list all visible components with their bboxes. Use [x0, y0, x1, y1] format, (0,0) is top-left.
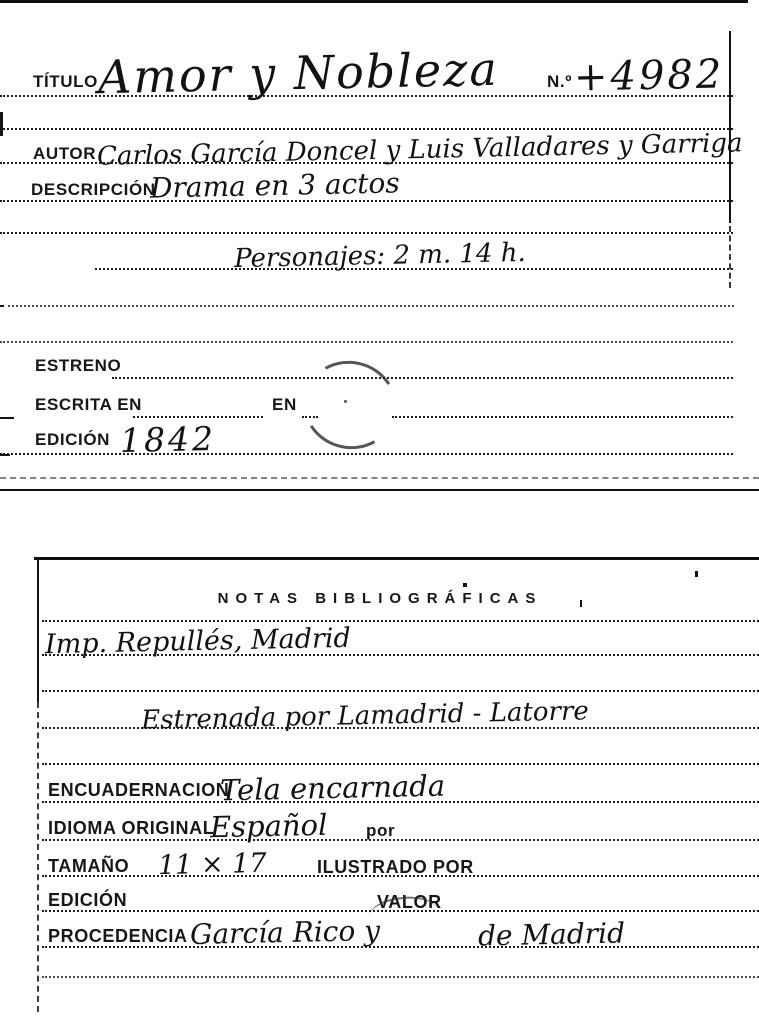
ruled-line — [112, 377, 733, 379]
ruled-line — [42, 801, 759, 803]
margin-mark — [0, 305, 4, 307]
autor-label: AUTOR — [33, 144, 97, 163]
tamano-value: 11 × 17 — [157, 847, 267, 882]
ruled-line — [0, 341, 733, 343]
ruled-line — [42, 727, 759, 729]
escrita-en-label: ESCRITA EN — [35, 395, 143, 414]
nota2-value: Estrenada por Lamadrid - Latorre — [140, 696, 590, 736]
ruled-line — [42, 690, 759, 692]
ruled-line — [42, 839, 759, 841]
margin-mark — [0, 417, 14, 419]
card1-right-edge — [729, 31, 731, 223]
edicion-value: 1842 — [119, 418, 217, 461]
stamp-center-dot — [344, 400, 347, 403]
ruled-line — [0, 128, 733, 130]
notas-header: NOTAS BIBLIOGRÁFICAS — [217, 590, 543, 607]
ruled-line — [42, 946, 759, 948]
numero-value: +4982 — [573, 51, 725, 101]
ruled-line — [392, 416, 733, 418]
personajes-value: Personajes: 2 m. 14 h. — [233, 237, 527, 275]
tamano-label: TAMAÑO — [48, 856, 130, 876]
idioma-original-label: IDIOMA ORIGINAL — [48, 818, 215, 838]
card1-bottom-edge — [0, 489, 759, 491]
card2-left-edge — [37, 557, 39, 702]
ruled-line — [42, 620, 759, 622]
ruled-line — [0, 200, 733, 202]
ruled-line — [133, 416, 263, 418]
procedencia-value2: de Madrid — [477, 916, 626, 953]
ruled-line — [8, 305, 734, 307]
descripcion-value: Drama en 3 actos — [149, 166, 401, 205]
ilustrado-por-label: ILUSTRADO POR — [317, 857, 474, 877]
card1-right-edge-dashed — [729, 226, 731, 288]
titulo-value: Amor y Nobleza — [97, 41, 500, 105]
ruled-line — [42, 976, 759, 978]
margin-mark — [0, 112, 3, 136]
valor-label: VALOR — [377, 892, 442, 912]
ruled-line — [0, 232, 733, 234]
estreno-label: ESTRENO — [35, 356, 122, 375]
procedencia-label: PROCEDENCIA — [48, 926, 188, 946]
ruled-line — [42, 654, 759, 656]
en-label: EN — [272, 395, 297, 414]
autor-value: Carlos García Doncel y Luis Valladares y Garriga — [96, 128, 743, 172]
procedencia-value: García Rico y — [189, 914, 381, 951]
numero-label: N.º — [547, 72, 573, 91]
edicion-label: EDICIÓN — [35, 430, 111, 449]
ruled-line — [0, 477, 759, 479]
margin-mark — [0, 454, 10, 456]
scan-speck — [463, 583, 467, 587]
titulo-label: TÍTULO — [33, 72, 98, 91]
card2-top-edge — [34, 557, 759, 560]
stamp-circle — [294, 351, 406, 459]
ruled-line — [42, 763, 759, 765]
scan-speck — [580, 600, 582, 607]
ruled-line — [42, 875, 759, 877]
ruled-line — [0, 453, 733, 455]
encuadernacion-label: ENCUADERNACION — [48, 780, 230, 800]
scan-speck — [695, 571, 698, 577]
encuadernacion-value: Tela encarnada — [219, 768, 446, 808]
descripcion-label: DESCRIPCIÓN — [31, 180, 156, 199]
nota1-value: Imp. Repullés, Madrid — [44, 622, 352, 661]
por-label: por — [366, 821, 396, 840]
card1-top-edge — [0, 0, 748, 3]
edicion2-label: EDICIÓN — [48, 890, 128, 910]
card2-left-edge-dashed — [37, 702, 39, 1012]
idioma-original-value: Español — [209, 807, 328, 845]
